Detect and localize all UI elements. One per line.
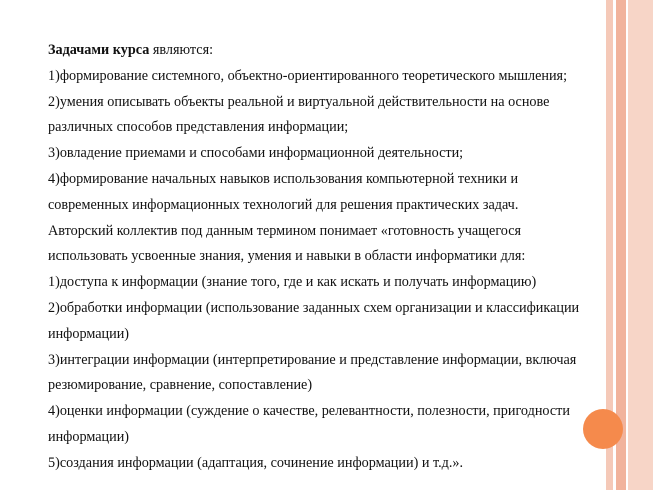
heading-line (48, 38, 608, 64)
heading-bold: Задачами курса (48, 42, 150, 58)
text-line: различных способов представления информации; (48, 119, 349, 136)
text-line: 2)умения описывать объекты реальной и виртуальной действительности на основе (48, 93, 550, 110)
text-line: информации) (48, 325, 130, 342)
text-line: 1)формирование системного, объектно-ориентированного теоретического мышления; (48, 67, 568, 84)
text-line: использовать усвоенные знания, умения и навыки в области информатики для: (48, 248, 526, 265)
text-line: резюмирование, сравнение, сопоставление) (48, 377, 313, 394)
text-line: информации) (48, 428, 130, 445)
text-line: 4)оценки информации (суждение о качестве, релевантности, полезности, пригодности (48, 403, 570, 420)
text-line: 2)обработки информации (использование заданных схем организации и классификации (48, 299, 580, 316)
text-line: 1)доступа к информации (знание того, где и как искать и получать информацию) (48, 274, 537, 291)
orange-circle-decoration (583, 409, 623, 449)
decorative-stripe (628, 0, 653, 490)
text-line: современных информационных технологий для решения практических задач. (48, 196, 519, 213)
slide-text-body (48, 38, 608, 477)
text-line: 3)интеграции информации (интерпретирование и представление информации, включая (48, 351, 577, 368)
text-line: 4)формирование начальных навыков использования компьютерной техники и (48, 170, 519, 187)
text-line: 5)создания информации (адаптация, сочинение информации) и т.д.». (48, 454, 464, 471)
text-line: Авторский коллектив под данным термином понимает «готовность учащегося (48, 222, 522, 239)
text-line: 3)овладение приемами и способами информационной деятельности; (48, 145, 464, 162)
heading-rest: являются: (149, 42, 214, 58)
